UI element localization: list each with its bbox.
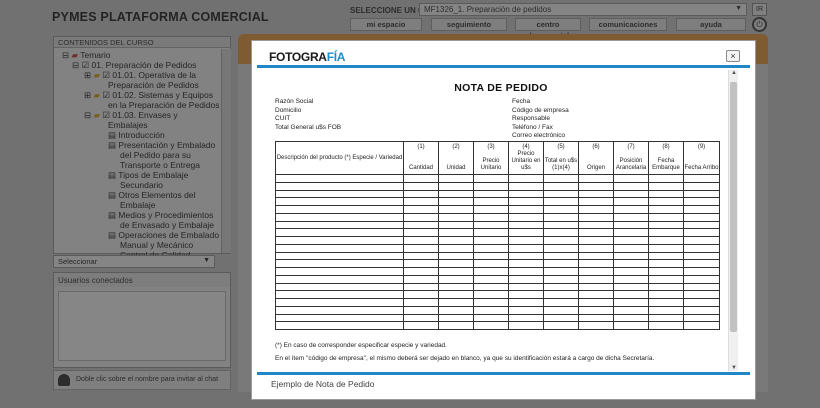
table-cell	[474, 322, 509, 330]
table-cell	[684, 252, 720, 260]
table-cell	[439, 198, 474, 206]
table-cell	[684, 221, 720, 229]
table-cell	[509, 237, 544, 245]
table-cell	[404, 283, 439, 291]
scroll-thumb[interactable]	[730, 82, 737, 332]
table-cell	[509, 268, 544, 276]
table-cell	[684, 268, 720, 276]
table-cell	[404, 206, 439, 214]
table-cell	[544, 213, 579, 221]
table-row	[276, 283, 720, 291]
column-label: Precio Unitario	[480, 158, 502, 171]
close-icon[interactable]: ×	[726, 50, 740, 62]
fields-right	[512, 98, 569, 141]
table-cell	[509, 182, 544, 190]
table-cell	[684, 314, 720, 322]
field-razon-social: Razón Social	[275, 98, 314, 105]
table-cell	[276, 198, 404, 206]
column-label: Precio Unitario en u$s	[511, 151, 541, 171]
table-cell	[544, 229, 579, 237]
table-cell	[649, 314, 684, 322]
table-cell	[474, 252, 509, 260]
table-cell	[614, 190, 649, 198]
table-row	[276, 198, 720, 206]
table-cell	[509, 299, 544, 307]
table-cell	[579, 198, 614, 206]
table-cell	[579, 299, 614, 307]
table-cell	[276, 221, 404, 229]
modal-caption: Ejemplo de Nota de Pedido	[271, 379, 375, 389]
table-cell	[276, 268, 404, 276]
table-cell	[404, 237, 439, 245]
field-telefono-fax: Teléfono / Fax	[512, 123, 553, 131]
table-cell	[404, 299, 439, 307]
table-cell	[276, 322, 404, 330]
column-header-descripcion: Descripción del producto (*) Especie / Variedad	[276, 142, 404, 175]
document-scrollbar[interactable]	[728, 70, 738, 371]
table-cell	[404, 198, 439, 206]
table-cell	[509, 221, 544, 229]
table-cell	[474, 198, 509, 206]
column-number: (5)	[557, 144, 565, 150]
table-cell	[276, 206, 404, 214]
table-cell	[404, 275, 439, 283]
table-cell	[439, 322, 474, 330]
table-cell	[474, 314, 509, 322]
table-cell	[649, 198, 684, 206]
table-cell	[579, 221, 614, 229]
column-label: Posición Arancelaria	[615, 158, 647, 171]
top-divider	[257, 65, 750, 68]
column-number: (1)	[417, 144, 425, 150]
table-cell	[404, 182, 439, 190]
table-cell	[474, 213, 509, 221]
column-header	[509, 142, 544, 175]
field-codigo-empresa: Código de empresa	[512, 106, 569, 114]
table-cell	[404, 229, 439, 237]
table-cell	[614, 283, 649, 291]
table-cell	[649, 275, 684, 283]
table-cell	[579, 322, 614, 330]
column-number: (8)	[662, 144, 670, 150]
table-cell	[474, 244, 509, 252]
table-cell	[404, 190, 439, 198]
table-cell	[544, 283, 579, 291]
table-cell	[276, 182, 404, 190]
table-cell	[474, 268, 509, 276]
table-cell	[649, 291, 684, 299]
column-header	[474, 142, 509, 175]
table-cell	[509, 306, 544, 314]
table-cell	[649, 244, 684, 252]
document-title: NOTA DE PEDIDO	[454, 82, 548, 94]
table-cell	[509, 229, 544, 237]
table-cell	[474, 221, 509, 229]
table-cell	[684, 299, 720, 307]
table-cell	[614, 175, 649, 183]
table-cell	[474, 275, 509, 283]
table-cell	[509, 275, 544, 283]
table-cell	[579, 244, 614, 252]
image-modal	[251, 40, 756, 400]
table-cell	[544, 175, 579, 183]
table-cell	[276, 237, 404, 245]
table-row	[276, 237, 720, 245]
table-cell	[276, 314, 404, 322]
table-cell	[439, 291, 474, 299]
column-label: Total en u$s (1)x(4)	[544, 158, 578, 171]
table-cell	[404, 175, 439, 183]
column-number: (3)	[487, 144, 495, 150]
table-row	[276, 275, 720, 283]
table-cell	[614, 322, 649, 330]
table-cell	[276, 252, 404, 260]
column-header	[614, 142, 649, 175]
table-cell	[684, 229, 720, 237]
table-cell	[649, 221, 684, 229]
table-cell	[544, 182, 579, 190]
table-cell	[579, 291, 614, 299]
fields-left	[275, 98, 341, 132]
table-cell	[544, 206, 579, 214]
table-cell	[404, 260, 439, 268]
table-cell	[439, 260, 474, 268]
table-cell	[544, 299, 579, 307]
table-cell	[439, 244, 474, 252]
scroll-down-icon[interactable]: ▼	[731, 365, 737, 371]
table-cell	[509, 213, 544, 221]
table-cell	[544, 291, 579, 299]
table-cell	[474, 306, 509, 314]
table-cell	[544, 237, 579, 245]
table-cell	[439, 229, 474, 237]
table-cell	[404, 244, 439, 252]
table-cell	[509, 206, 544, 214]
column-label: Origen	[586, 165, 605, 171]
table-cell	[614, 268, 649, 276]
table-row	[276, 213, 720, 221]
table-cell	[544, 260, 579, 268]
field-total-general: Total General u$s FOB	[275, 123, 342, 131]
table-cell	[579, 275, 614, 283]
column-header	[579, 142, 614, 175]
table-cell	[509, 322, 544, 330]
table-cell	[649, 260, 684, 268]
table-cell	[439, 237, 474, 245]
table-cell	[439, 206, 474, 214]
table-cell	[474, 175, 509, 183]
table-cell	[404, 268, 439, 276]
table-cell	[649, 182, 684, 190]
table-cell	[509, 314, 544, 322]
table-cell	[439, 275, 474, 283]
table-cell	[474, 283, 509, 291]
table-row	[276, 229, 720, 237]
table-cell	[276, 175, 404, 183]
column-header	[544, 142, 579, 175]
table-cell	[684, 260, 720, 268]
table-cell	[649, 229, 684, 237]
order-table	[275, 141, 720, 330]
table-cell	[614, 314, 649, 322]
table-cell	[614, 244, 649, 252]
table-cell	[439, 268, 474, 276]
table-cell	[649, 190, 684, 198]
table-cell	[579, 182, 614, 190]
column-number: (4)	[522, 144, 530, 150]
table-cell	[404, 221, 439, 229]
table-cell	[579, 314, 614, 322]
table-cell	[544, 252, 579, 260]
table-cell	[509, 252, 544, 260]
note-especie: (*) En caso de corresponder especificar especie y variedad.	[275, 342, 447, 349]
table-row	[276, 260, 720, 268]
column-label: Fecha Arribo	[684, 165, 719, 171]
table-row	[276, 306, 720, 314]
column-number: (2)	[452, 144, 460, 150]
table-cell	[579, 229, 614, 237]
table-cell	[544, 314, 579, 322]
table-cell	[684, 275, 720, 283]
table-cell	[614, 182, 649, 190]
table-cell	[474, 206, 509, 214]
table-cell	[439, 213, 474, 221]
table-cell	[544, 190, 579, 198]
table-row	[276, 221, 720, 229]
table-cell	[684, 175, 720, 183]
table-cell	[579, 268, 614, 276]
column-header	[649, 142, 684, 175]
table-cell	[439, 182, 474, 190]
table-cell	[474, 291, 509, 299]
document-viewport[interactable]	[257, 70, 750, 371]
table-row	[276, 190, 720, 198]
field-cuit: CUIT	[275, 115, 291, 122]
table-row	[276, 252, 720, 260]
table-cell	[684, 182, 720, 190]
table-cell	[439, 190, 474, 198]
table-cell	[614, 275, 649, 283]
table-cell	[404, 306, 439, 314]
fotografia-logo: FOTOGRAFÍA	[269, 50, 346, 64]
table-cell	[509, 198, 544, 206]
table-cell	[474, 182, 509, 190]
table-cell	[579, 190, 614, 198]
column-label: Fecha Embarque	[652, 158, 680, 171]
table-cell	[649, 213, 684, 221]
table-cell	[404, 322, 439, 330]
table-cell	[684, 237, 720, 245]
table-row	[276, 314, 720, 322]
table-cell	[276, 291, 404, 299]
column-header	[404, 142, 439, 175]
table-cell	[544, 221, 579, 229]
column-label: Cantidad	[408, 165, 434, 171]
table-row	[276, 299, 720, 307]
table-cell	[276, 275, 404, 283]
table-cell	[544, 268, 579, 276]
table-cell	[614, 299, 649, 307]
table-cell	[579, 175, 614, 183]
table-cell	[684, 291, 720, 299]
table-cell	[509, 291, 544, 299]
table-cell	[439, 283, 474, 291]
column-number: (6)	[592, 144, 600, 150]
table-cell	[509, 260, 544, 268]
table-cell	[649, 252, 684, 260]
table-cell	[649, 206, 684, 214]
table-cell	[276, 260, 404, 268]
column-header	[684, 142, 720, 175]
table-cell	[276, 244, 404, 252]
table-cell	[684, 213, 720, 221]
table-cell	[474, 260, 509, 268]
table-cell	[404, 291, 439, 299]
table-row	[276, 322, 720, 330]
table-cell	[439, 299, 474, 307]
table-cell	[614, 198, 649, 206]
table-row	[276, 291, 720, 299]
table-cell	[684, 322, 720, 330]
table-row	[276, 244, 720, 252]
table-cell	[404, 252, 439, 260]
table-cell	[276, 190, 404, 198]
table-cell	[649, 283, 684, 291]
table-row	[276, 175, 720, 183]
table-cell	[404, 213, 439, 221]
table-row	[276, 268, 720, 276]
table-cell	[276, 283, 404, 291]
column-number: (9)	[697, 144, 706, 150]
table-cell	[649, 299, 684, 307]
table-cell	[614, 237, 649, 245]
table-cell	[579, 252, 614, 260]
table-cell	[649, 322, 684, 330]
scroll-up-icon[interactable]: ▲	[731, 70, 737, 76]
table-cell	[544, 275, 579, 283]
note-codigo-empresa: En el ítem "código de empresa", el mismo deberá ser dejado en blanco, ya que su identificación estará a cargo de dicha Secretaría.	[275, 355, 655, 362]
field-domicilio: Domicilio	[275, 106, 302, 114]
table-cell	[649, 237, 684, 245]
table-cell	[439, 314, 474, 322]
table-row	[276, 206, 720, 214]
table-cell	[614, 291, 649, 299]
table-cell	[649, 175, 684, 183]
table-cell	[579, 206, 614, 214]
table-cell	[614, 229, 649, 237]
table-cell	[276, 213, 404, 221]
table-cell	[614, 221, 649, 229]
table-cell	[579, 213, 614, 221]
table-cell	[544, 198, 579, 206]
table-cell	[439, 221, 474, 229]
table-cell	[544, 306, 579, 314]
table-cell	[439, 175, 474, 183]
field-correo: Correo electrónico	[512, 132, 566, 139]
bottom-divider	[257, 372, 750, 375]
table-cell	[684, 306, 720, 314]
table-cell	[544, 322, 579, 330]
table-cell	[474, 237, 509, 245]
table-cell	[579, 260, 614, 268]
field-fecha: Fecha	[512, 98, 531, 105]
table-header-row	[276, 142, 720, 175]
table-cell	[439, 252, 474, 260]
table-cell	[684, 198, 720, 206]
table-cell	[649, 306, 684, 314]
table-cell	[614, 206, 649, 214]
table-cell	[614, 306, 649, 314]
table-cell	[579, 283, 614, 291]
table-cell	[509, 283, 544, 291]
field-responsable: Responsable	[512, 115, 550, 122]
table-cell	[684, 244, 720, 252]
column-label: Unidad	[446, 165, 466, 171]
column-header	[439, 142, 474, 175]
column-number: (7)	[627, 144, 635, 150]
table-cell	[614, 260, 649, 268]
table-cell	[614, 252, 649, 260]
table-cell	[684, 190, 720, 198]
table-cell	[474, 299, 509, 307]
table-cell	[276, 299, 404, 307]
table-cell	[474, 229, 509, 237]
table-cell	[474, 190, 509, 198]
table-cell	[649, 268, 684, 276]
table-cell	[404, 314, 439, 322]
table-cell	[276, 229, 404, 237]
table-cell	[276, 306, 404, 314]
table-cell	[579, 306, 614, 314]
table-cell	[509, 244, 544, 252]
table-cell	[684, 206, 720, 214]
table-cell	[509, 175, 544, 183]
table-cell	[579, 237, 614, 245]
table-row	[276, 182, 720, 190]
table-cell	[439, 306, 474, 314]
table-cell	[684, 283, 720, 291]
table-cell	[509, 190, 544, 198]
table-cell	[614, 213, 649, 221]
table-cell	[544, 244, 579, 252]
